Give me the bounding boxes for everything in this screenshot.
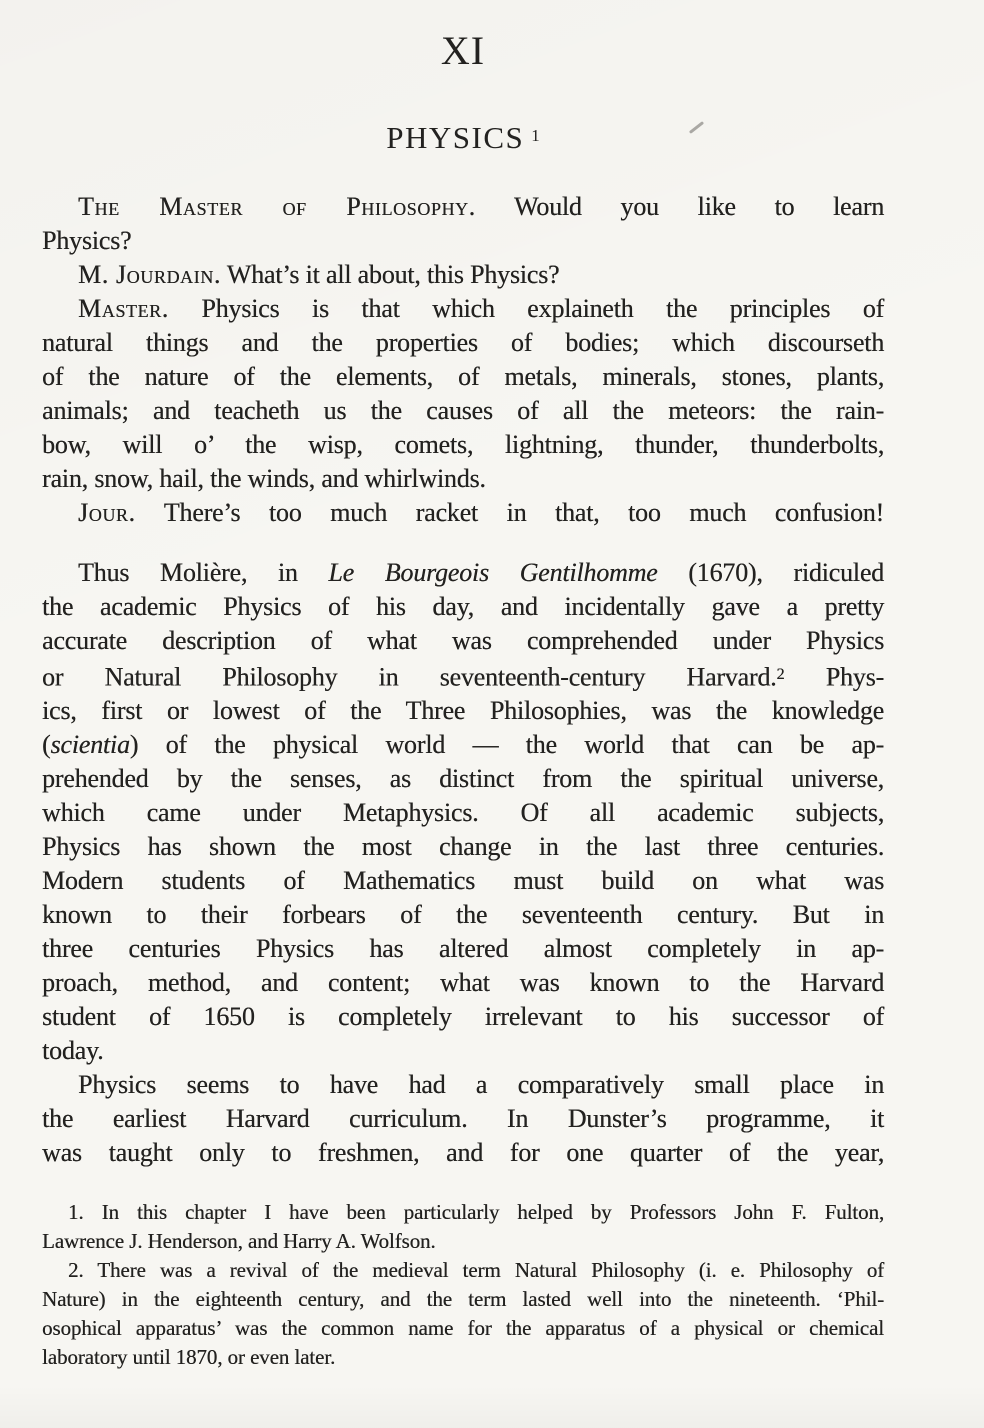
text-line (42, 658, 884, 694)
text-segment: What’s it all about, this Physics? (220, 260, 560, 289)
text-segment: ics, first or lowest of the Three Philosophies, was the knowledge (42, 696, 884, 726)
text-segment: Modern students of Mathematics must build on what was (42, 866, 884, 896)
text-line (42, 728, 884, 762)
text-segment: Would you like to learn (475, 192, 884, 221)
text-line (42, 966, 884, 1000)
text-segment: animals; and teacheth us the causes of all the meteors: the rain- (42, 396, 884, 425)
paragraph (42, 258, 884, 292)
text-segment: the earliest Harvard curriculum. In Dunster’s programme, it (42, 1104, 884, 1134)
text-segment: bow, will o’ the wisp, comets, lightning, thunder, thunderbolts, (42, 430, 884, 459)
paragraph (42, 190, 884, 258)
text-segment: three centuries Physics has altered almost completely in ap- (42, 934, 884, 964)
text-segment: prehended by the senses, as distinct from the spiritual universe, (42, 764, 884, 794)
text-line (42, 496, 884, 530)
text-line (42, 462, 884, 496)
text-line (42, 1034, 884, 1068)
text-segment: Physics is that which explaineth the principles of (168, 294, 884, 323)
text-segment-italic: Le Bourgeois Gentilhomme (328, 558, 658, 587)
text-line (42, 1227, 884, 1256)
text-line (42, 1343, 884, 1372)
text-line (42, 258, 884, 292)
text-line (42, 326, 884, 360)
text-segment-sup: 2 (776, 666, 785, 683)
text-segment: Physics? (42, 226, 132, 255)
chapter-title (42, 118, 884, 156)
text-segment-smallcaps: Master. (78, 294, 169, 323)
text-line (42, 556, 884, 590)
text-segment: ( (42, 730, 51, 760)
text-line (42, 394, 884, 428)
text-line (42, 796, 884, 830)
paragraph (42, 1068, 884, 1170)
text-segment: was taught only to freshmen, and for one quarter of the year, (42, 1138, 884, 1168)
text-line (42, 190, 884, 224)
text-line (42, 1198, 884, 1227)
text-line (42, 898, 884, 932)
text-segment: student of 1650 is completely irrelevant to his successor of (42, 1002, 884, 1032)
footnotes-section (42, 1198, 884, 1372)
text-segment: Phys- (784, 662, 884, 692)
text-line (42, 864, 884, 898)
text-segment: which came under Metaphysics. Of all academic subjects, (42, 798, 884, 828)
dialogue-section (42, 190, 884, 530)
text-segment: proach, method, and content; what was known to the Harvard (42, 968, 884, 998)
commentary-section (42, 556, 884, 1170)
text-segment: (1670), ridiculed (657, 558, 884, 587)
text-line (42, 932, 884, 966)
text-segment: ) of the physical world — the world that can be ap- (129, 730, 884, 760)
text-segment: osophical apparatus’ was the common name for the apparatus of a physical or chemical (42, 1316, 884, 1341)
text-segment: 1. In this chapter I have been particularly helped by Professors John F. Fulton, (68, 1200, 884, 1225)
page-content (42, 28, 884, 1372)
text-segment: known to their forbears of the seventeenth century. But in (42, 900, 884, 930)
title-footnote-marker: 1 (531, 126, 540, 145)
text-segment: Physics seems to have had a comparatively small place in (78, 1070, 884, 1100)
text-line (42, 1256, 884, 1285)
paragraph (42, 1256, 884, 1372)
text-segment: rain, snow, hail, the winds, and whirlwinds. (42, 464, 486, 493)
text-segment: accurate description of what was comprehended under Physics (42, 626, 884, 655)
text-segment: 2. There was a revival of the medieval term Natural Philosophy (i. e. Philosophy of (68, 1258, 884, 1283)
text-line (42, 1068, 884, 1102)
text-segment-smallcaps: Jour. (78, 498, 136, 527)
text-segment: Physics has shown the most change in the last three centuries. (42, 832, 884, 862)
text-line (42, 694, 884, 728)
text-segment: Lawrence J. Henderson, and Harry A. Wolfson. (42, 1229, 436, 1254)
chapter-title-text: PHYSICS (386, 120, 525, 155)
text-line (42, 830, 884, 864)
paragraph (42, 496, 884, 530)
text-segment-smallcaps: The Master of Philosophy. (78, 192, 476, 221)
text-segment-smallcaps: M. Jourdain. (78, 260, 221, 289)
text-line (42, 292, 884, 326)
text-segment: natural things and the properties of bodies; which discourseth (42, 328, 884, 357)
text-line (42, 360, 884, 394)
text-segment: of the nature of the elements, of metals, minerals, stones, plants, (42, 362, 884, 391)
text-line (42, 224, 884, 258)
text-segment-italic: scientia (50, 730, 130, 760)
text-line (42, 1000, 884, 1034)
text-segment: Nature) in the eighteenth century, and the term lasted well into the nineteenth. ‘Phil- (42, 1287, 884, 1312)
text-segment: today. (42, 1036, 104, 1066)
text-segment: or Natural Philosophy in seventeenth-century Harvard. (42, 662, 777, 692)
text-segment: the academic Physics of his day, and incidentally gave a pretty (42, 592, 884, 621)
text-line (42, 1102, 884, 1136)
text-segment: There’s too much racket in that, too much confusion! (135, 498, 884, 527)
text-line (42, 1136, 884, 1170)
chapter-number: XI (440, 28, 486, 73)
text-line (42, 762, 884, 796)
text-segment: laboratory until 1870, or even later. (42, 1345, 336, 1370)
text-segment: Thus Molière, in (78, 558, 329, 587)
paragraph (42, 292, 884, 496)
text-line (42, 624, 884, 658)
text-line (42, 428, 884, 462)
paragraph (42, 1198, 884, 1256)
text-line (42, 1314, 884, 1343)
text-line (42, 1285, 884, 1314)
paragraph (42, 556, 884, 1068)
text-line (42, 590, 884, 624)
